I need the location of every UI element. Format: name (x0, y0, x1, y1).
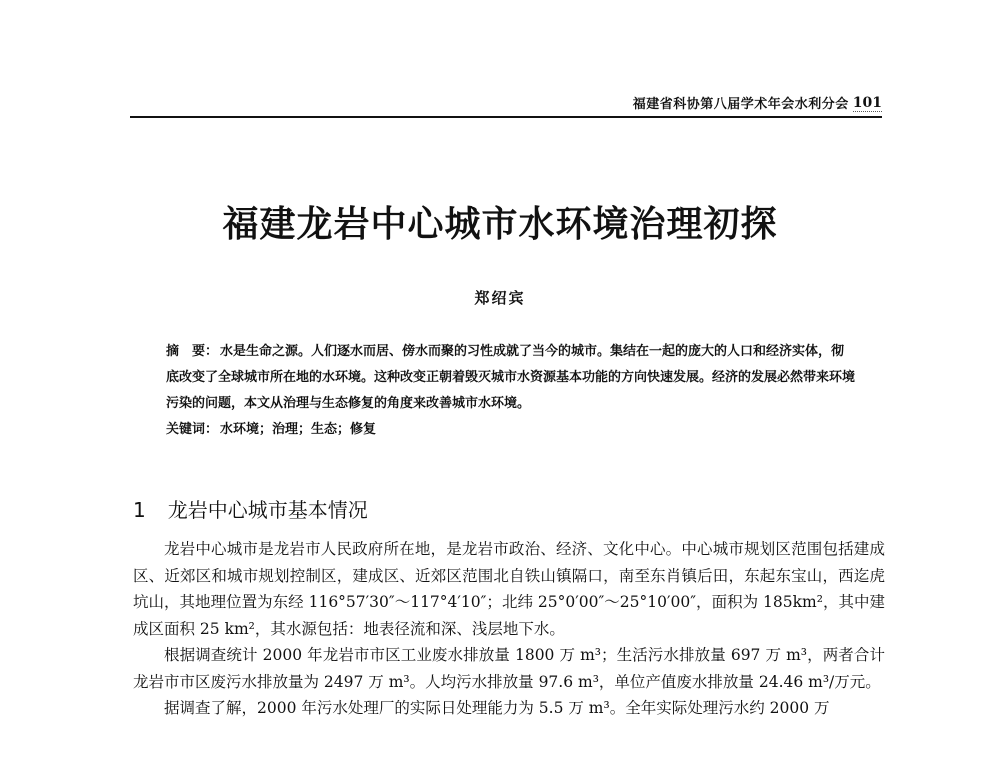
author-name: 郑绍宾 (474, 289, 526, 307)
section-heading (133, 494, 368, 523)
body-paragraph: 龙岩中心城市是龙岩市人民政府所在地，是龙岩市政治、经济、文化中心。中心城市规划区范围包括建成区、近郊区和城市规划控制区，建成区、近郊区范围北自铁山镇隔口，南至东肖镇后田，东起东宝山，西迄虎坑山，其地理位置为东经 116°57′30″～117°4′10″；北纬 25°0′00″～25°10′00″，面积为 185km²，其中建成区面积 25 km²，其水源包括：地表径流和深、浅层地下水。 (133, 540, 885, 638)
page-number: 101 (852, 95, 882, 111)
body-text (133, 536, 885, 722)
abstract-paragraph (166, 339, 856, 417)
section-number: 1 (133, 498, 146, 522)
running-header (130, 92, 882, 118)
section-title: 龙岩中心城市基本情况 (167, 498, 368, 522)
abstract-text: 水是生命之源。人们逐水而居、傍水而聚的习性成就了当今的城市。集结在一起的庞大的人口和经济实体，彻底改变了全球城市所在地的水环境。这种改变正朝着毁灭城市水资源基本功能的方向快速发展。经济的发展必然带来环境污染的问题，本文从治理与生态修复的角度来改善城市水环境。 (166, 344, 856, 411)
keywords-text: 水环境；治理；生态；修复 (220, 422, 377, 437)
abstract-label: 摘 要： (166, 344, 219, 359)
keywords-label: 关键词： (166, 422, 219, 437)
keywords-paragraph (166, 417, 856, 443)
abstract-block (166, 339, 856, 443)
running-header-title: 福建省科协第八届学术年会水利分会 (632, 97, 849, 112)
body-paragraph: 据调查了解，2000 年污水处理厂的实际日处理能力为 5.5 万 m³。全年实际处理污水约 2000 万 (164, 699, 830, 717)
body-paragraph: 根据调查统计 2000 年龙岩市市区工业废水排放量 1800 万 m³；生活污水排放量 697 万 m³，两者合计龙岩市市区废污水排放量为 2497 万 m³。人均污水排放量 97.6 m³，单位产值废水排放量 24.46 m³/万元。 (133, 646, 885, 691)
paper-title: 福建龙岩中心城市水环境治理初探 (222, 203, 778, 245)
